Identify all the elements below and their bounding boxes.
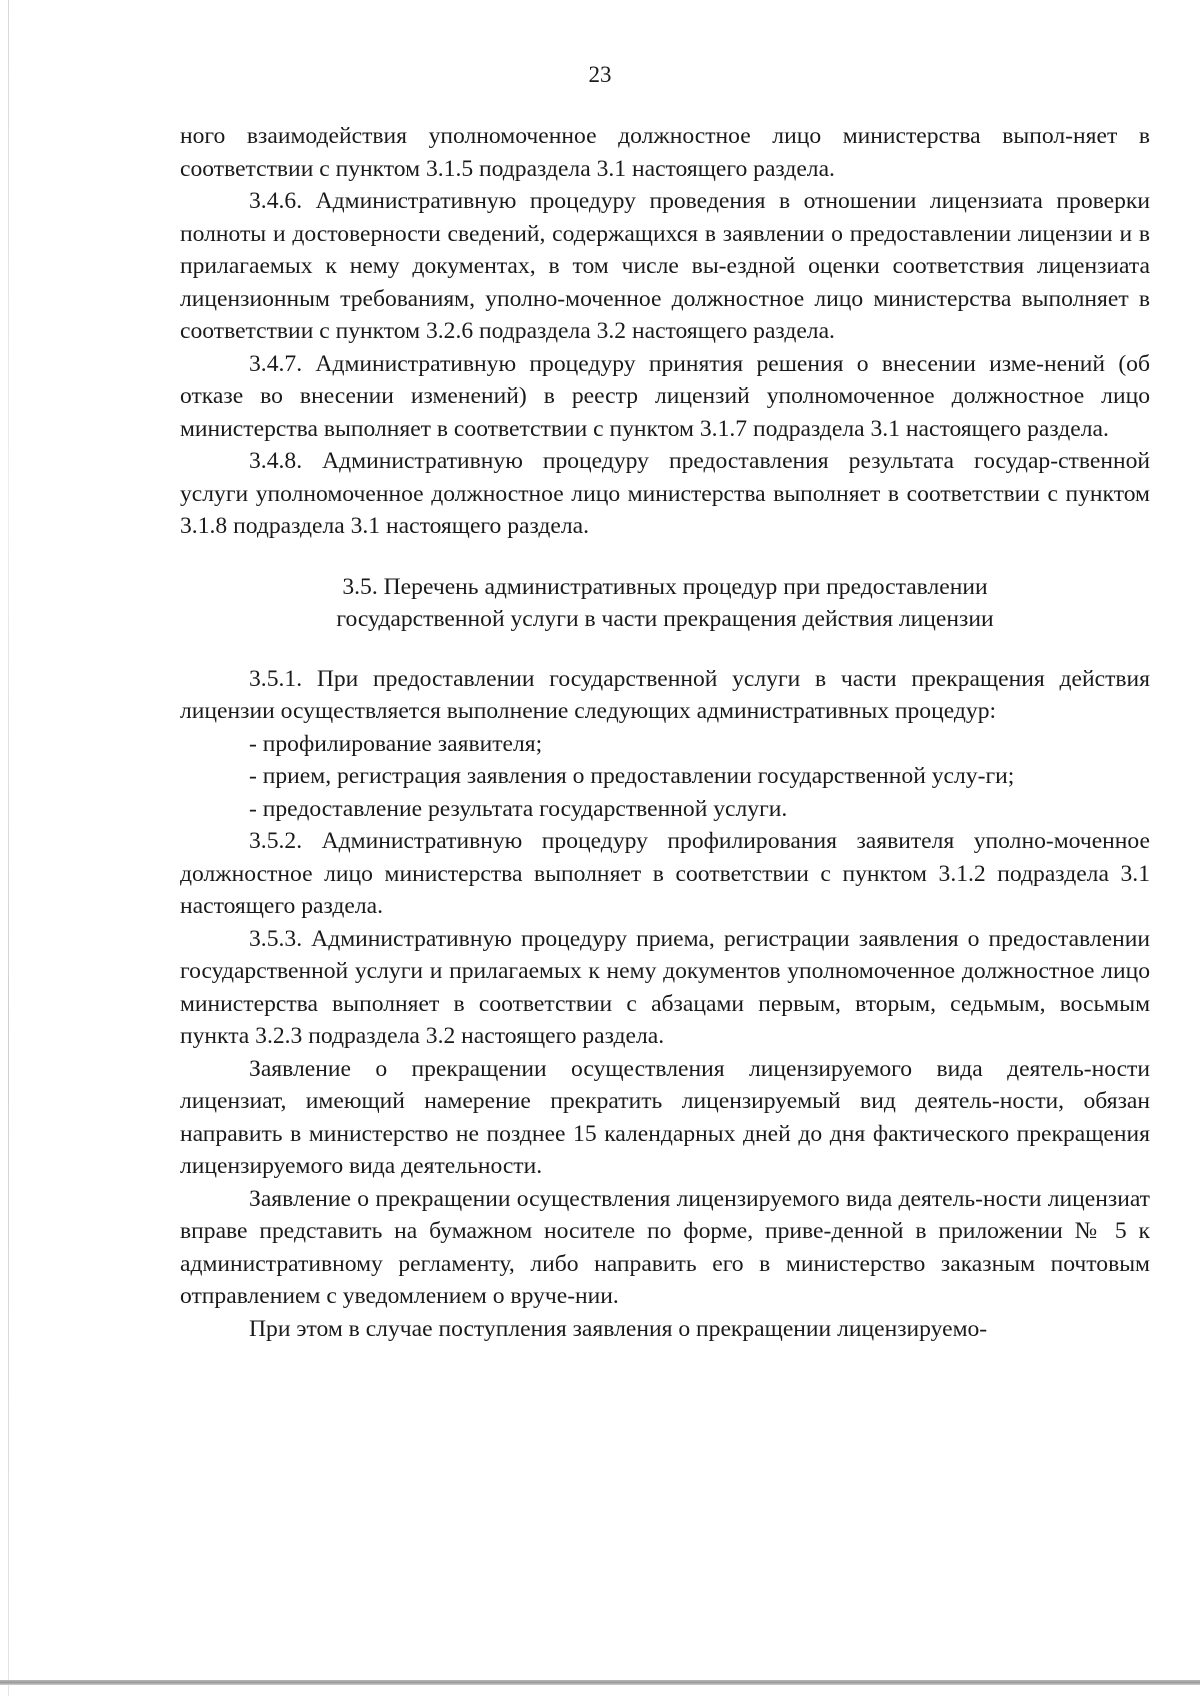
scan-edge-bottom: [0, 1680, 1200, 1685]
paragraph-3-5-3: 3.5.3. Административную процедуру приема, регистрации заявления о предоставлении государственной услуги и прилагаемых к нему документов уполномоченное должностное лицо министерства выполняет в соответствии с абзацами первым, вторым, седьмым, восьмым пункта 3.2.3 подраздела 3.2 настоящего раздела.: [180, 925, 1150, 1049]
paragraph-3-4-7: 3.4.7. Административную процедуру принятия решения о внесении изме-нений (об отказе во внесении изменений) в реестр лицензий уполномоченное должностное лицо министерства выполняет в соответствии с пунктом 3.1.7 подраздела 3.1 настоящего раздела.: [180, 350, 1150, 442]
list-item: - профилирование заявителя;: [249, 730, 543, 757]
document-body: [180, 120, 1150, 1345]
paragraph-termination-deadline: Заявление о прекращении осуществления лицензируемого вида деятель-ности лицензиат, имеющий намерение прекратить лицензируемый вид деятель-ности, обязан направить в министерство не позднее 15 календарных дней до дня фактического прекращения лицензируемого вида деятельности.: [180, 1055, 1150, 1179]
section-heading-3-5: [180, 571, 1150, 635]
paragraph-3-5-2: 3.5.2. Административную процедуру профилирования заявителя уполно-моченное должностное лицо министерства выполняет в соответствии с пунктом 3.1.2 подраздела 3.1 настоящего раздела.: [180, 828, 1150, 919]
paragraph-3-4-6: 3.4.6. Административную процедуру проведения в отношении лицензиата проверки полноты и достоверности сведений, содержащихся в заявлении о предоставлении лицензии и в прилагаемых к нему документах, в том числе вы-ездной оценки соответствия лицензиата лицензионным требованиям, уполно-моченное должностное лицо министерства выполняет в соответствии с пунктом 3.2.6 подраздела 3.2 настоящего раздела.: [180, 188, 1150, 344]
paragraph-termination-submission: Заявление о прекращении осуществления лицензируемого вида деятель-ности лицензиат вправе представить на бумажном носителе по форме, приве-денной в приложении № 5 к административному регламенту, либо направить его в министерство заказным почтовым отправлением с уведомлением о вруче-нии.: [180, 1185, 1150, 1309]
scan-edge-left: [8, 0, 9, 1696]
page-number: 23: [588, 62, 612, 87]
paragraph-continuation-end: При этом в случае поступления заявления о прекращении лицензируемо-: [249, 1315, 988, 1342]
paragraph-3-4-8: 3.4.8. Административную процедуру предоставления результата государ-ственной услуги уполномоченное должностное лицо министерства выполняет в соответствии с пунктом 3.1.8 подраздела 3.1 настоящего раздела.: [180, 448, 1150, 539]
list-item: - предоставление результата государственной услуги.: [249, 795, 788, 822]
section-heading-line-1: 3.5. Перечень административных процедур при предоставлении: [342, 573, 988, 600]
list-item: - прием, регистрация заявления о предоставлении государственной услу-ги;: [249, 763, 1015, 789]
section-heading-line-2: государственной услуги в части прекращения действия лицензии: [336, 605, 994, 632]
paragraph-3-5-1: 3.5.1. При предоставлении государственной услуги в части прекращения действия лицензии осуществляется выполнение следующих административных процедур:: [180, 665, 1150, 724]
paragraph-continuation: ного взаимодействия уполномоченное должностное лицо министерства выпол-няет в соответствии с пунктом 3.1.5 подраздела 3.1 настоящего раздела.: [180, 123, 1150, 182]
